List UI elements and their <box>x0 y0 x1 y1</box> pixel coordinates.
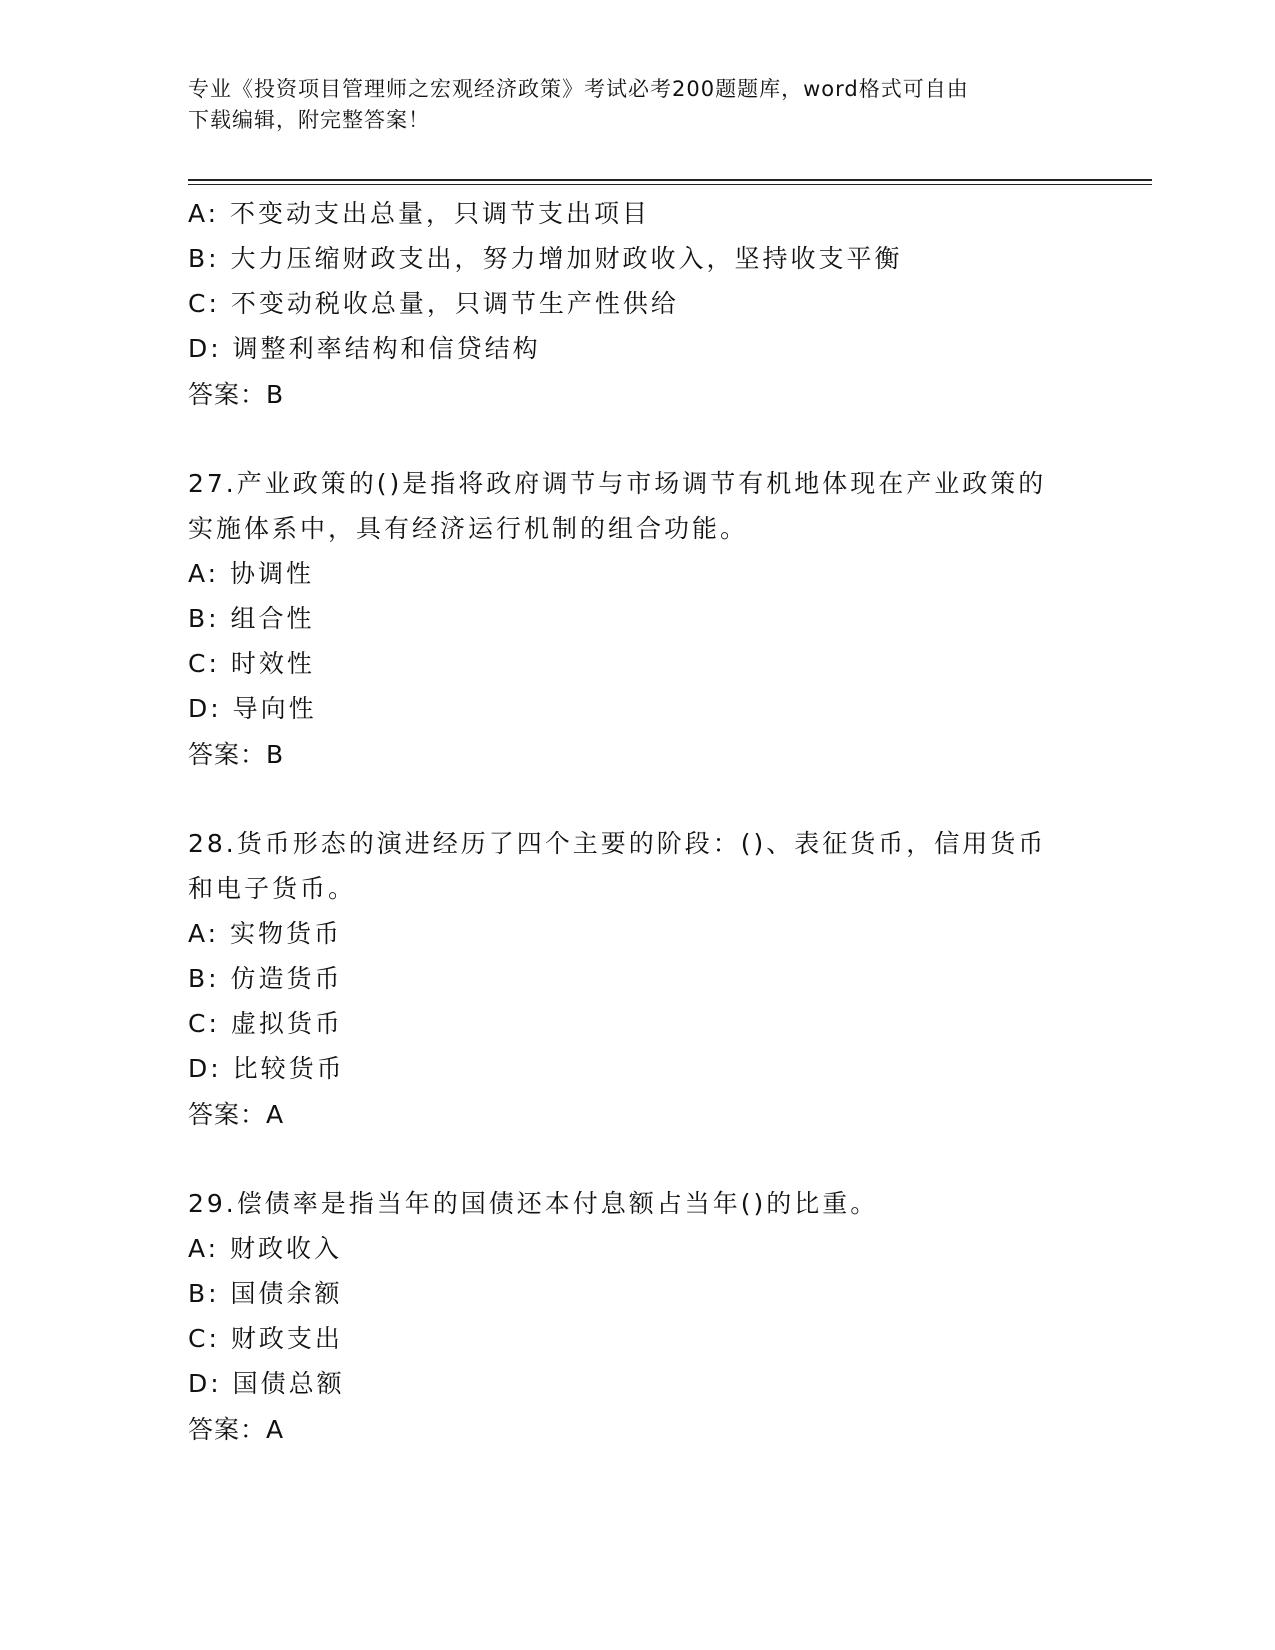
header-divider-thick <box>188 179 1152 181</box>
question-stem-line: 实施体系中，具有经济运行机制的组合功能。 <box>188 514 749 543</box>
question-27 <box>188 461 1088 778</box>
option-d: D: 比较货币 <box>188 1054 345 1083</box>
answer-line: 答案：A <box>188 1415 285 1444</box>
option-b: B: 仿造货币 <box>188 964 343 993</box>
option-d: D: 国债总额 <box>188 1369 345 1398</box>
question-stem-line: 29.偿债率是指当年的国债还本付息额占当年()的比重。 <box>188 1189 879 1218</box>
option-c: C: 财政支出 <box>188 1324 343 1353</box>
question-29 <box>188 1181 1088 1453</box>
option-b: B: 组合性 <box>188 604 315 633</box>
option-b: B: 国债余额 <box>188 1279 343 1308</box>
option-c: C: 时效性 <box>188 649 315 678</box>
option-b: B: 大力压缩财政支出，努力增加财政收入，坚持收支平衡 <box>188 244 903 273</box>
header-line-1: 专业《投资项目管理师之宏观经济政策》考试必考200题题库，word格式可自由 <box>188 77 969 101</box>
option-a: A: 不变动支出总量，只调节支出项目 <box>188 199 651 228</box>
answer-line: 答案：A <box>188 1100 285 1129</box>
option-a: A: 实物货币 <box>188 919 343 948</box>
question-stem-line: 27.产业政策的()是指将政府调节与市场调节有机地体现在产业政策的 <box>188 469 1047 498</box>
option-d: D: 调整利率结构和信贷结构 <box>188 334 541 363</box>
question-stem-line: 28.货币形态的演进经历了四个主要的阶段：()、表征货币，信用货币 <box>188 829 1047 858</box>
document-header <box>188 74 1068 136</box>
answer-line: 答案：B <box>188 380 285 409</box>
option-a: A: 协调性 <box>188 559 315 588</box>
option-c: C: 虚拟货币 <box>188 1009 343 1038</box>
header-divider-thin <box>188 184 1152 185</box>
question-stem-line: 和电子货币。 <box>188 874 357 903</box>
header-line-2: 下载编辑，附完整答案！ <box>188 108 430 132</box>
question-28 <box>188 821 1088 1138</box>
answer-line: 答案：B <box>188 740 285 769</box>
question-list <box>188 191 1088 1453</box>
option-a: A: 财政收入 <box>188 1234 343 1263</box>
option-d: D: 导向性 <box>188 694 317 723</box>
question-fragment <box>188 191 1088 418</box>
option-c: C: 不变动税收总量，只调节生产性供给 <box>188 289 679 318</box>
